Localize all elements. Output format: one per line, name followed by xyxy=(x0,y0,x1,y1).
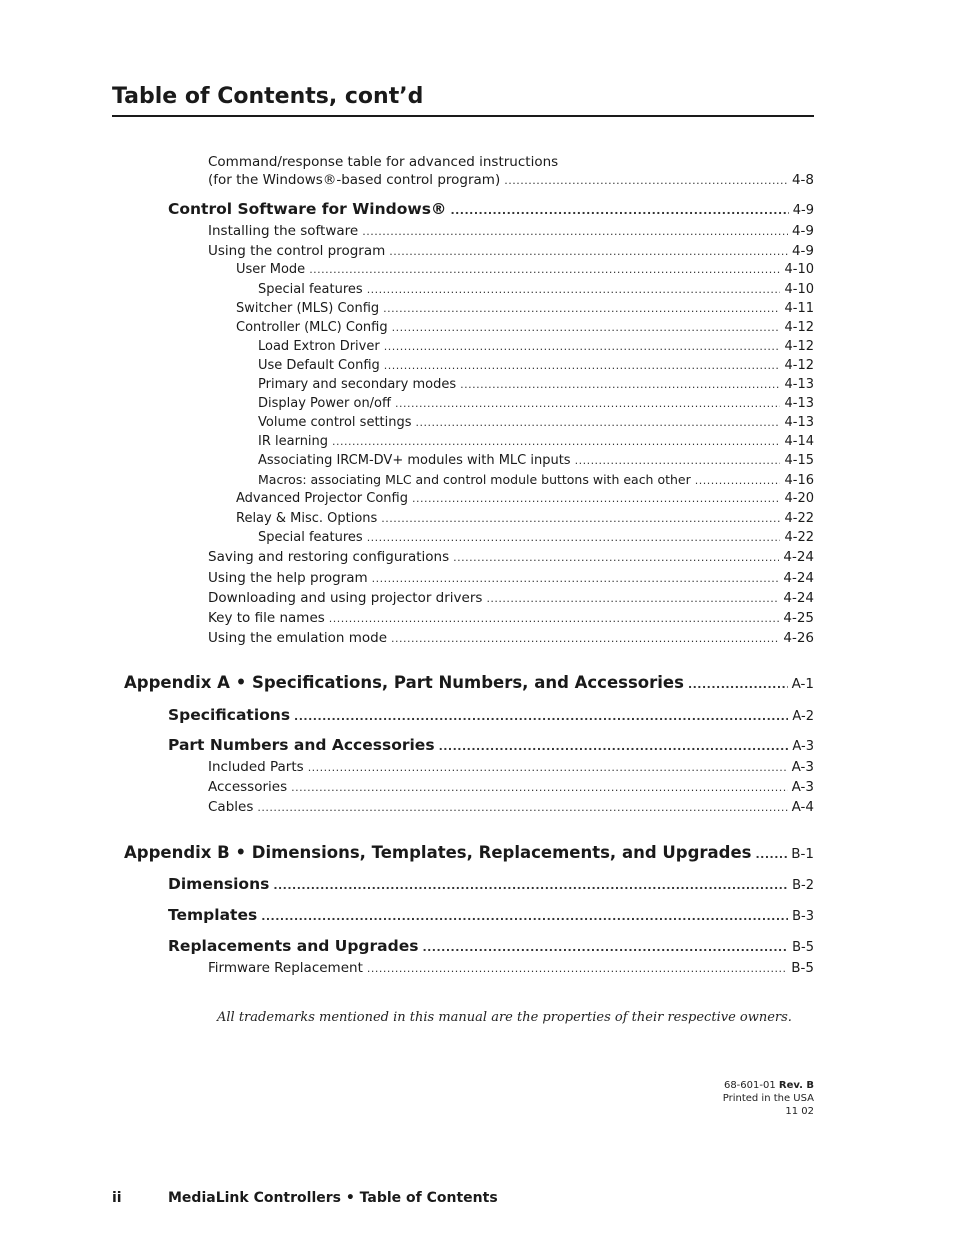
toc-entry[interactable] xyxy=(258,472,814,488)
toc-entry-label: Associating IRCM-DV+ modules with MLC inputs xyxy=(258,453,571,468)
toc-entry-page: A-3 xyxy=(791,759,814,775)
toc-entry[interactable] xyxy=(258,453,814,468)
toc-entry[interactable] xyxy=(258,434,814,449)
footer-page-number: ii xyxy=(112,1190,122,1206)
dot-leader xyxy=(460,378,780,391)
toc-entry-page: A-3 xyxy=(792,739,814,754)
toc-entry-label: (for the Windows®-based control program) xyxy=(208,172,501,188)
toc-entry-label: Installing the software xyxy=(208,223,359,239)
toc-entry[interactable] xyxy=(208,243,814,259)
dot-leader xyxy=(756,848,788,861)
toc-entry-page: 4-13 xyxy=(784,377,814,392)
toc-entry-label: Special features xyxy=(258,282,363,297)
toc-entry-label: Firmware Replacement xyxy=(208,960,363,976)
toc-entry-label: User Mode xyxy=(236,262,306,277)
dot-leader xyxy=(308,761,788,774)
toc-entry[interactable] xyxy=(208,590,814,606)
dot-leader xyxy=(395,397,781,410)
toc-entry[interactable] xyxy=(208,610,814,626)
dot-leader xyxy=(422,941,788,954)
toc-entry-page: 4-22 xyxy=(784,511,814,526)
toc-entry-page: B-1 xyxy=(791,846,814,862)
toc-entry-label: Using the help program xyxy=(208,570,368,586)
toc-entry-label: Control Software for Windows® xyxy=(168,200,447,218)
toc-entry-label: Part Numbers and Accessories xyxy=(168,736,435,754)
toc-entry-label: Saving and restoring configurations xyxy=(208,549,450,565)
toc-entry-page: A-1 xyxy=(791,676,814,692)
document-info xyxy=(723,1079,814,1118)
toc-entry-label: Load Extron Driver xyxy=(258,339,380,354)
dot-leader xyxy=(329,612,780,625)
toc-entry-label: Use Default Config xyxy=(258,358,380,373)
dot-leader xyxy=(381,512,780,525)
toc-entry-label: Dimensions xyxy=(168,875,270,893)
toc-entry[interactable] xyxy=(208,799,814,815)
dot-leader xyxy=(367,962,787,975)
toc-entry-page: 4-9 xyxy=(791,223,814,239)
toc-entry-label: Macros: associating MLC and control module buttons with each other xyxy=(258,472,691,487)
toc-intro-line: Command/response table for advanced instructions xyxy=(208,154,559,170)
part-number: 68-601-01 xyxy=(723,1080,776,1091)
toc-entry-label: Key to file names xyxy=(208,610,325,626)
toc-entry-label: Templates xyxy=(168,906,258,924)
toc-entry[interactable] xyxy=(208,172,814,188)
toc-section-entry[interactable] xyxy=(168,937,814,955)
dot-leader xyxy=(362,225,788,238)
footer-running-title: MediaLink Controllers • Table of Contents xyxy=(168,1190,498,1206)
toc-entry[interactable] xyxy=(208,570,814,586)
toc-appendix-entry[interactable] xyxy=(124,673,814,692)
dot-leader xyxy=(291,781,787,794)
dot-leader xyxy=(450,204,788,217)
toc-entry[interactable] xyxy=(258,339,814,354)
dot-leader xyxy=(367,531,781,544)
dot-leader xyxy=(412,492,781,505)
date-code: 11 02 xyxy=(785,1106,814,1117)
dot-leader xyxy=(392,321,781,334)
dot-leader xyxy=(384,359,781,372)
toc-entry[interactable] xyxy=(208,779,814,795)
toc-entry-label: Included Parts xyxy=(208,759,304,775)
trademark-note: All trademarks mentioned in this manual are the properties of their respective owners. xyxy=(217,1010,792,1025)
toc-entry-label: Using the emulation mode xyxy=(208,630,388,646)
toc-entry-label: Accessories xyxy=(208,779,288,795)
toc-section-entry[interactable] xyxy=(168,906,814,924)
toc-entry[interactable] xyxy=(236,511,814,526)
dot-leader xyxy=(332,435,780,448)
dot-leader xyxy=(486,592,779,605)
printed-location: Printed in the USA xyxy=(722,1093,814,1104)
toc-entry-label: IR learning xyxy=(258,434,329,449)
toc-entry[interactable] xyxy=(236,301,814,316)
dot-leader xyxy=(367,283,781,296)
toc-entry-page: 4-24 xyxy=(783,549,814,565)
toc-entry-label: Primary and secondary modes xyxy=(258,377,457,392)
dot-leader xyxy=(575,454,781,467)
toc-entry-page: 4-9 xyxy=(792,203,814,218)
toc-entry-page: 4-20 xyxy=(784,491,814,506)
toc-entry[interactable] xyxy=(208,759,814,775)
toc-entry[interactable] xyxy=(258,530,814,545)
toc-entry-page: 4-10 xyxy=(784,282,814,297)
toc-entry-page: A-3 xyxy=(791,779,814,795)
toc-entry-page: 4-15 xyxy=(784,453,814,468)
toc-entry-page: 4-24 xyxy=(783,590,814,606)
toc-entry-page: 4-13 xyxy=(784,396,814,411)
toc-entry-label: Appendix A • Specifications, Part Numbers, and Accessories xyxy=(124,673,684,692)
toc-entry-page: B-2 xyxy=(792,878,814,893)
dot-leader xyxy=(372,572,780,585)
toc-entry-page: 4-16 xyxy=(784,473,814,488)
toc-section-entry[interactable] xyxy=(168,736,814,754)
toc-entry-label: Using the control program xyxy=(208,243,386,259)
dot-leader xyxy=(383,302,780,315)
toc-entry[interactable] xyxy=(258,377,814,392)
dot-leader xyxy=(416,416,781,429)
dot-leader xyxy=(389,245,788,258)
toc-entry-page: B-5 xyxy=(792,940,814,955)
toc-entry[interactable] xyxy=(258,282,814,297)
toc-entry-label: Cables xyxy=(208,799,254,815)
dot-leader xyxy=(309,263,780,276)
dot-leader xyxy=(257,801,787,814)
toc-entry-label: Replacements and Upgrades xyxy=(168,937,419,955)
dot-leader xyxy=(439,740,789,753)
toc-section-entry[interactable] xyxy=(168,706,814,724)
toc-entry-page: 4-10 xyxy=(784,262,814,277)
toc-entry[interactable] xyxy=(258,358,814,373)
toc-section-entry[interactable] xyxy=(168,200,814,218)
toc-entry-page: 4-14 xyxy=(784,434,814,449)
toc-entry[interactable] xyxy=(236,491,814,506)
toc-entry-label: Volume control settings xyxy=(258,415,412,430)
toc-entry-page: 4-12 xyxy=(784,320,814,335)
toc-entry-page: 4-22 xyxy=(784,530,814,545)
dot-leader xyxy=(688,678,788,691)
toc-entry-page: A-4 xyxy=(791,799,814,815)
revision: Rev. B xyxy=(778,1080,814,1091)
toc-entry-page: 4-8 xyxy=(791,172,814,188)
dot-leader xyxy=(261,910,788,923)
dot-leader xyxy=(695,474,781,487)
dot-leader xyxy=(294,710,788,723)
toc-entry[interactable] xyxy=(236,262,814,277)
toc-entry[interactable] xyxy=(208,630,814,646)
toc-entry-page: B-5 xyxy=(791,960,814,976)
toc-entry-page: 4-11 xyxy=(784,301,814,316)
toc-entry[interactable] xyxy=(208,549,814,565)
toc-entry-page: 4-12 xyxy=(784,339,814,354)
dot-leader xyxy=(273,879,788,892)
toc-entry-page: B-3 xyxy=(792,909,814,924)
toc-entry-label: Advanced Projector Config xyxy=(236,491,408,506)
dot-leader xyxy=(384,340,781,353)
toc-entry-label: Controller (MLC) Config xyxy=(236,320,388,335)
toc-entry[interactable] xyxy=(208,223,814,239)
toc-entry-page: 4-25 xyxy=(783,610,814,626)
toc-entry-page: A-2 xyxy=(792,709,814,724)
toc-entry-page: 4-24 xyxy=(783,570,814,586)
toc-entry-label: Relay & Misc. Options xyxy=(236,511,378,526)
page-title: Table of Contents, cont’d xyxy=(112,82,814,117)
toc-entry-label: Specifications xyxy=(168,706,291,724)
toc-entry[interactable] xyxy=(236,320,814,335)
dot-leader xyxy=(504,174,788,187)
toc-entry[interactable] xyxy=(258,396,814,411)
toc-entry-page: 4-9 xyxy=(791,243,814,259)
toc-entry-label: Display Power on/off xyxy=(258,396,391,411)
toc-entry-page: 4-26 xyxy=(783,630,814,646)
toc-entry-label: Appendix B • Dimensions, Templates, Replacements, and Upgrades xyxy=(124,843,752,862)
toc-entry-page: 4-13 xyxy=(784,415,814,430)
toc-entry-label: Downloading and using projector drivers xyxy=(208,590,483,606)
toc-entry[interactable] xyxy=(208,960,814,976)
toc-section-entry[interactable] xyxy=(168,875,814,893)
toc-appendix-entry[interactable] xyxy=(124,843,814,862)
toc-entry-label: Switcher (MLS) Config xyxy=(236,301,380,316)
dot-leader xyxy=(453,551,779,564)
toc-entry-label: Special features xyxy=(258,530,363,545)
toc-entry-page: 4-12 xyxy=(784,358,814,373)
dot-leader xyxy=(391,632,779,645)
toc-entry[interactable] xyxy=(258,415,814,430)
